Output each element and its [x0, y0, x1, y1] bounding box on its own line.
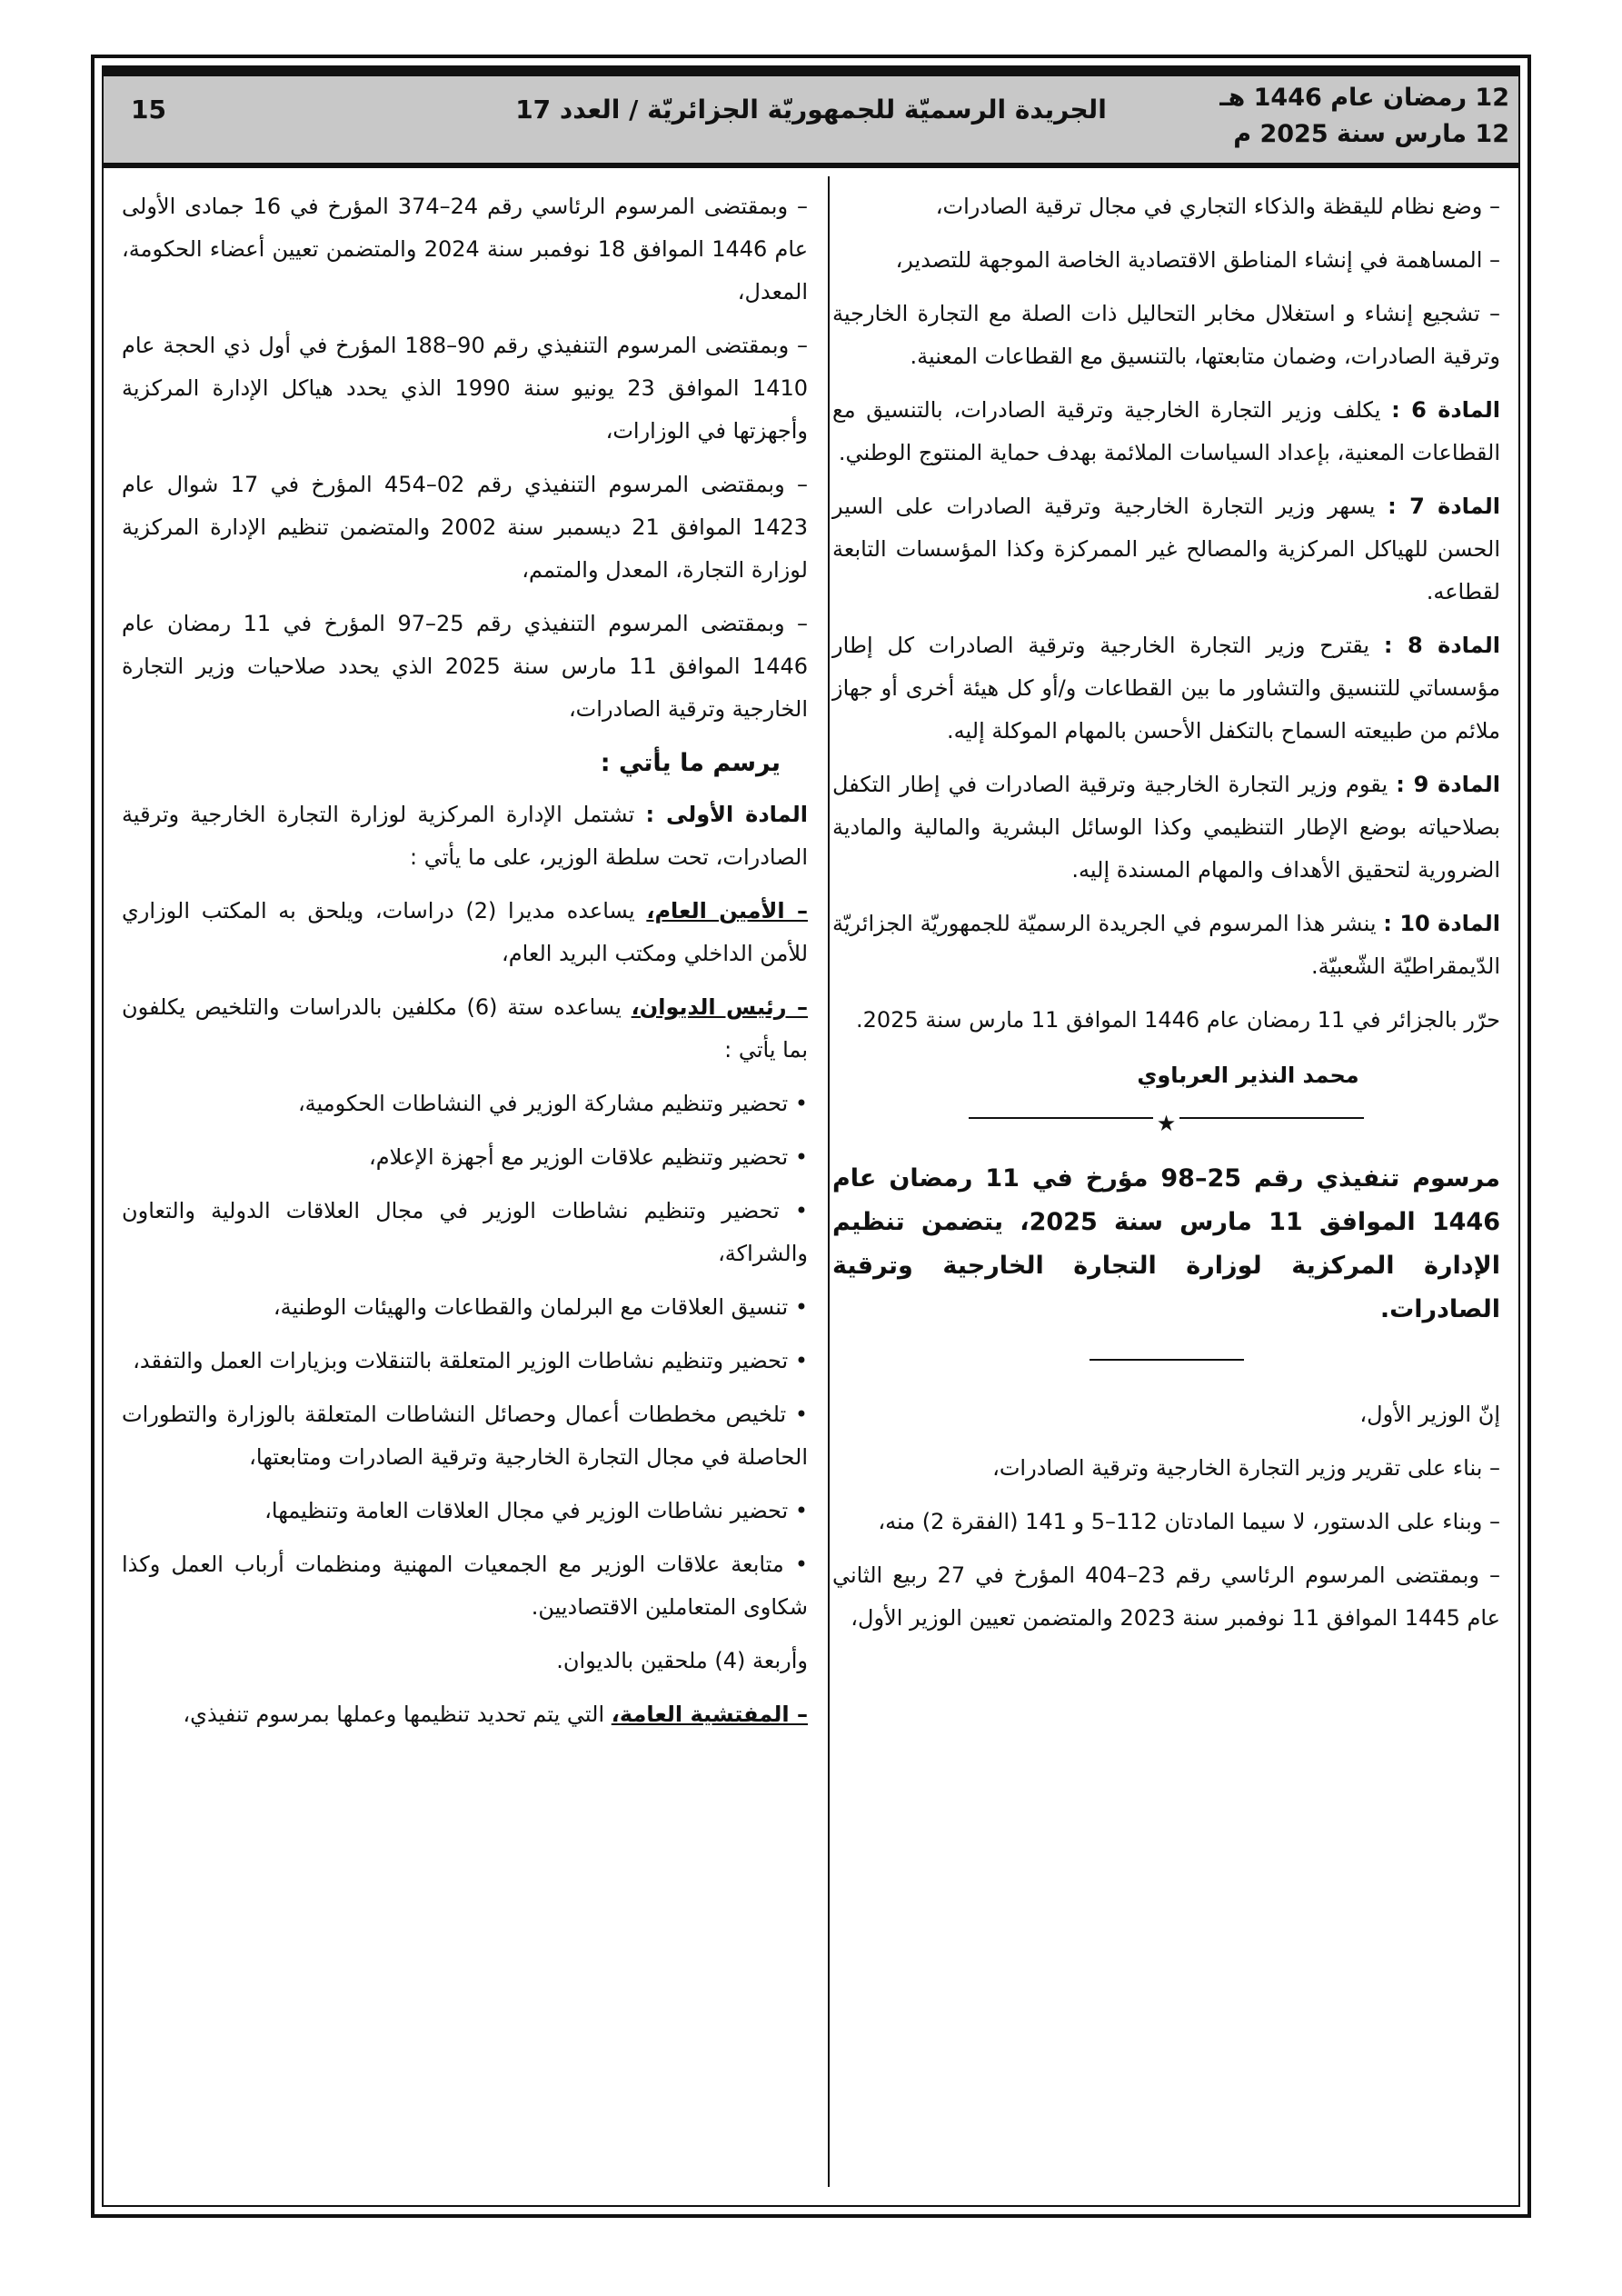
paragraph-text: • تحضير وتنظيم نشاطات الوزير في مجال العلاقات الدولية والتعاون والشراكة، [122, 1198, 808, 1266]
header-date-gregorian: 12 مارس سنة 2025 م [1233, 120, 1509, 148]
paragraph [832, 999, 1500, 1042]
paragraph-text: – وبمقتضى المرسوم التنفيذي رقم 02–454 المؤرخ في 17 شوال عام 1423 الموافق 21 ديسمبر سنة 2002 والمتضمن تنظيم الإدارة المركزية لوزارة التجارة، المعدل والمتمم، [122, 472, 809, 583]
paragraph-bold-label: المادة الأولى : [645, 802, 808, 827]
header-title: الجريدة الرسميّة للجمهوريّة الجزائريّة / العدد 17 [515, 95, 1107, 125]
left-paragraphs-top [122, 185, 808, 731]
paragraph-bold-label: المادة 10 : [1383, 911, 1500, 936]
star-icon: ★ [1153, 1111, 1180, 1136]
paragraph [832, 293, 1500, 378]
decree-heading: يرسم ما يأتي : [600, 749, 781, 777]
gazette-header [104, 67, 1518, 168]
paragraph [122, 794, 808, 879]
paragraph [832, 185, 1500, 228]
right-paragraphs-top [832, 185, 1500, 1042]
paragraph [122, 986, 808, 1072]
paragraph-text: إنّ الوزير الأول، [1359, 1402, 1500, 1427]
paragraph-text: – وبمقتضى المرسوم التنفيذي رقم 90–188 المؤرخ في أول ذي الحجة عام 1410 الموافق 23 يونيو سنة 1990 الذي يحدد هياكل الإدارة المركزية وأجهزتها في الوزارات، [122, 333, 809, 444]
paragraph-bold-label: – المفتشية العامة، [611, 1702, 808, 1727]
paragraph [832, 624, 1500, 753]
paragraph-text: يسهر وزير التجارة الخارجية وترقية الصادرات على السير الحسن للهياكل المركزية والمصالح غير الممركزة وكذا المؤسسات التابعة لقطاعه. [832, 494, 1500, 604]
paragraph-bold-label: المادة 8 : [1383, 633, 1501, 658]
paragraph-bold-label: – الأمين العام، [646, 898, 809, 923]
paragraph [122, 1083, 808, 1125]
paragraph [122, 1490, 808, 1532]
paragraph-text: • تحضير وتنظيم علاقات الوزير مع أجهزة الإعلام، [369, 1144, 808, 1170]
paragraph-text: • متابعة علاقات الوزير مع الجمعيات المهنية ومنظمات أرباب العمل وكذا شكاوى المتعاملين الاقتصاديين. [122, 1552, 808, 1620]
paragraph [832, 389, 1500, 474]
paragraph-text: – المساهمة في إنشاء المناطق الاقتصادية الخاصة الموجهة للتصدير، [895, 247, 1500, 273]
paragraph [122, 324, 808, 453]
paragraph [122, 1393, 808, 1479]
paragraph [832, 764, 1500, 892]
paragraph-bold-label: المادة 7 : [1388, 494, 1500, 519]
paragraph [122, 185, 808, 314]
left-column [122, 185, 808, 1747]
paragraph [832, 485, 1500, 614]
paragraph [122, 1340, 808, 1383]
right-paragraphs-bottom [832, 1393, 1500, 1640]
paragraph-bold-label: المادة 9 : [1396, 772, 1501, 797]
paragraph [832, 239, 1500, 282]
paragraph-text: يساعده مديرا (2) دراسات، ويلحق به المكتب الوزاري للأمن الداخلي ومكتب البريد العام، [122, 898, 808, 966]
paragraph-text: – وضع نظام لليقظة والذكاء التجاري في مجال ترقية الصادرات، [935, 194, 1500, 219]
page-number: 15 [131, 95, 166, 125]
paragraph-bold-label: المادة 6 : [1391, 397, 1501, 423]
paragraph [122, 1286, 808, 1329]
page-inner-border [102, 65, 1520, 2207]
paragraph [122, 890, 808, 975]
page-frame [91, 55, 1531, 2218]
paragraph-text: يكلف وزير التجارة الخارجية وترقية الصادرات، بالتنسيق مع القطاعات المعنية، بإعداد السياسات الملائمة بهدف حماية المنتوج الوطني. [832, 397, 1500, 465]
star-separator [832, 1103, 1500, 1136]
paragraph [122, 464, 808, 592]
paragraph-text: – بناء على تقرير وزير التجارة الخارجية وترقية الصادرات، [992, 1455, 1500, 1481]
paragraph-bold-label: – رئيس الديوان، [631, 994, 808, 1020]
right-column [832, 185, 1500, 1651]
paragraph-text: – تشجيع إنشاء و استغلال مخابر التحاليل ذات الصلة مع التجارة الخارجية وترقية الصادرات، وضمان متابعتها، بالتنسيق مع القطاعات المعنية. [832, 301, 1500, 369]
paragraph-text: – وبمقتضى المرسوم الرئاسي رقم 23–404 المؤرخ في 27 ربيع الثاني عام 1445 الموافق 11 نوفمبر سنة 2023 والمتضمن تعيين الوزير الأول، [832, 1562, 1500, 1631]
paragraph [122, 1190, 808, 1275]
column-divider [828, 176, 830, 2187]
left-paragraphs-bottom [122, 794, 808, 1736]
paragraph [832, 1554, 1500, 1640]
paragraph [122, 1136, 808, 1179]
header-date-hijri: 12 رمضان عام 1446 هـ [1219, 84, 1509, 112]
signature: محمد النذير العرباوي [1137, 1063, 1359, 1088]
paragraph-text: يقوم وزير التجارة الخارجية وترقية الصادرات في إطار التكفل بصلاحياته بوضع الإطار التنظيمي وكذا الوسائل البشرية والمالية والمادية الضرورية لتحقيق الأهداف والمهام المسندة إليه. [832, 772, 1500, 883]
paragraph [122, 603, 808, 731]
paragraph [832, 1501, 1500, 1543]
paragraph-text: • تلخيص مخططات أعمال وحصائل النشاطات المتعلقة بالوزارة والتطورات الحاصلة في مجال التجارة الخارجية وترقية الصادرات ومتابعتها، [122, 1402, 808, 1470]
paragraph-text: • تنسيق العلاقات مع البرلمان والقطاعات والهيئات الوطنية، [273, 1294, 808, 1320]
paragraph-text: وأربعة (4) ملحقين بالديوان. [556, 1648, 808, 1673]
paragraph-text: • تحضير نشاطات الوزير في مجال العلاقات العامة وتنظيمها، [264, 1498, 808, 1523]
paragraph-text: التي يتم تحديد تنظيمها وعملها بمرسوم تنفيذي، [183, 1702, 612, 1727]
paragraph-text: تشتمل الإدارة المركزية لوزارة التجارة الخارجية وترقية الصادرات، تحت سلطة الوزير، على ما يأتي : [122, 802, 808, 870]
paragraph-text: – وبمقتضى المرسوم الرئاسي رقم 24–374 المؤرخ في 16 جمادى الأولى عام 1446 الموافق 18 نوفمبر سنة 2024 والمتضمن تعيين أعضاء الحكومة، المعدل، [122, 194, 809, 304]
paragraph [832, 1393, 1500, 1436]
paragraph-text: • تحضير وتنظيم مشاركة الوزير في النشاطات الحكومية، [297, 1091, 808, 1116]
paragraph-text: ينشر هذا المرسوم في الجريدة الرسميّة للجمهوريّة الجزائريّة الدّيمقراطيّة الشّعبيّة. [832, 911, 1500, 979]
short-rule [1090, 1359, 1244, 1361]
paragraph [122, 1640, 808, 1682]
paragraph [122, 1693, 808, 1736]
paragraph [832, 1447, 1500, 1490]
paragraph-text: يساعده ستة (6) مكلفين بالدراسات والتلخيص يكلفون بما يأتي : [122, 994, 808, 1063]
paragraph-text: حرّر بالجزائر في 11 رمضان عام 1446 الموافق 11 مارس سنة 2025. [856, 1007, 1500, 1033]
decree-title: مرسوم تنفيذي رقم 25–98 مؤرخ في 11 رمضان عام 1446 الموافق 11 مارس سنة 2025، يتضمن تنظيم الإدارة المركزية لوزارة التجارة الخارجية وترقية الصادرات. [832, 1164, 1500, 1323]
paragraph-text: – وبناء على الدستور، لا سيما المادتان 112–5 و 141 (الفقرة 2) منه، [878, 1509, 1500, 1534]
paragraph-text: • تحضير وتنظيم نشاطات الوزير المتعلقة بالتنقلات وبزيارات العمل والتفقد، [133, 1348, 808, 1373]
paragraph [122, 1543, 808, 1629]
paragraph-text: يقترح وزير التجارة الخارجية وترقية الصادرات كل إطار مؤسساتي للتنسيق والتشاور ما بين القطاعات و/أو كل هيئة أخرى أو جهاز ملائم من طبيعته السماح بالتكفل الأحسن بالمهام الموكلة إليه. [832, 633, 1500, 744]
paragraph [832, 903, 1500, 988]
paragraph-text: – وبمقتضى المرسوم التنفيذي رقم 25–97 المؤرخ في 11 رمضان عام 1446 الموافق 11 مارس سنة 2025 الذي يحدد صلاحيات وزير التجارة الخارجية وترقية الصادرات، [122, 611, 809, 722]
